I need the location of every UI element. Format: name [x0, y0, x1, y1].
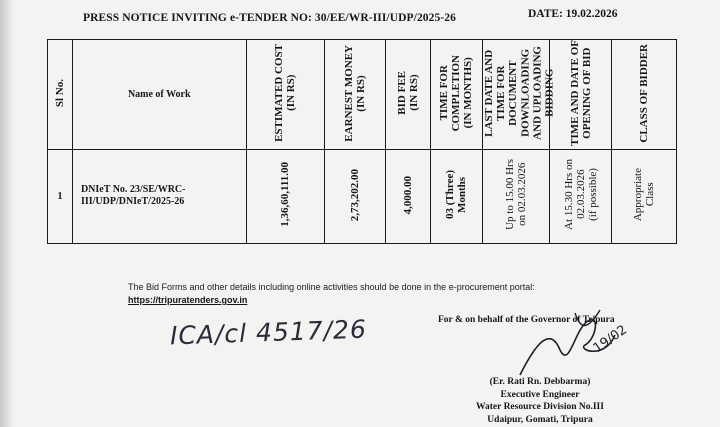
header-estimated-cost: ESTIMATED COST (IN RS) — [246, 40, 324, 150]
portal-link[interactable]: https://tripuratenders.gov.in — [128, 295, 248, 305]
signature-date: 19/02 — [590, 322, 630, 357]
cell-estimated-cost: 1,36,60,111.00 — [246, 149, 324, 243]
page-edge-shadow — [0, 0, 14, 427]
portal-note: The Bid Forms and other details including online activities should be done in the e-procurement portal: — [128, 282, 535, 292]
signatory-block — [455, 376, 625, 426]
notice-title: PRESS NOTICE INVITING e-TENDER NO: 30/EE/WR-III/UDP/2025-26 — [83, 12, 456, 24]
header-opening: TIME AND DATE OF OPENING OF BID — [550, 40, 612, 150]
notice-date: DATE: 19.02.2026 — [528, 8, 618, 20]
cell-name-of-work: DNIeT No. 23/SE/WRC-III/UDP/DNIeT/2025-26 — [72, 149, 246, 243]
header-time-for-completion: TIME FOR COMPLETION (IN MONTHS) — [430, 40, 482, 150]
cell-time-for-completion: 03 (Three) Months — [430, 149, 482, 243]
cell-earnest-money: 2,73,202.00 — [324, 149, 385, 243]
signatory-division: Water Resource Division No.III — [476, 402, 604, 412]
signatory-location: Udaipur, Gomati, Tripura — [487, 414, 593, 425]
cell-sl-no: 1 — [48, 149, 73, 243]
signatory-name: (Er. Rati Rn. Debbarma) — [489, 377, 591, 387]
tender-table — [47, 39, 677, 244]
handwritten-note: ICA/cl 4517/26 — [169, 314, 368, 351]
signatory-designation: Executive Engineer — [500, 389, 580, 400]
cell-last-date: Up to 15.00 Hrs on 02.03.2026 — [482, 149, 550, 243]
header-earnest-money: EARNEST MONEY (IN RS) — [324, 40, 385, 150]
signature-mark — [515, 305, 635, 385]
header-bid-fee: BID FEE (IN RS) — [385, 40, 430, 150]
header-class-of-bidder: CLASS OF BIDDER — [612, 40, 677, 150]
cell-opening: At 15.30 Hrs on 02.03.2026 (if possible) — [550, 149, 612, 243]
header-name-of-work: Name of Work — [72, 40, 246, 150]
cell-class-of-bidder: Appropriate Class — [612, 149, 677, 243]
on-behalf-line: For & on behalf of the Governor of Tripura — [438, 315, 615, 325]
table-header-row — [48, 40, 677, 150]
header-last-date: LAST DATE AND TIME FOR DOCUMENT DOWNLOADING AND UPLOADING BIDDING — [482, 40, 550, 150]
header-sl-no: Sl No. — [48, 40, 73, 150]
cell-bid-fee: 4,000.00 — [385, 149, 430, 243]
table-row — [48, 149, 677, 243]
